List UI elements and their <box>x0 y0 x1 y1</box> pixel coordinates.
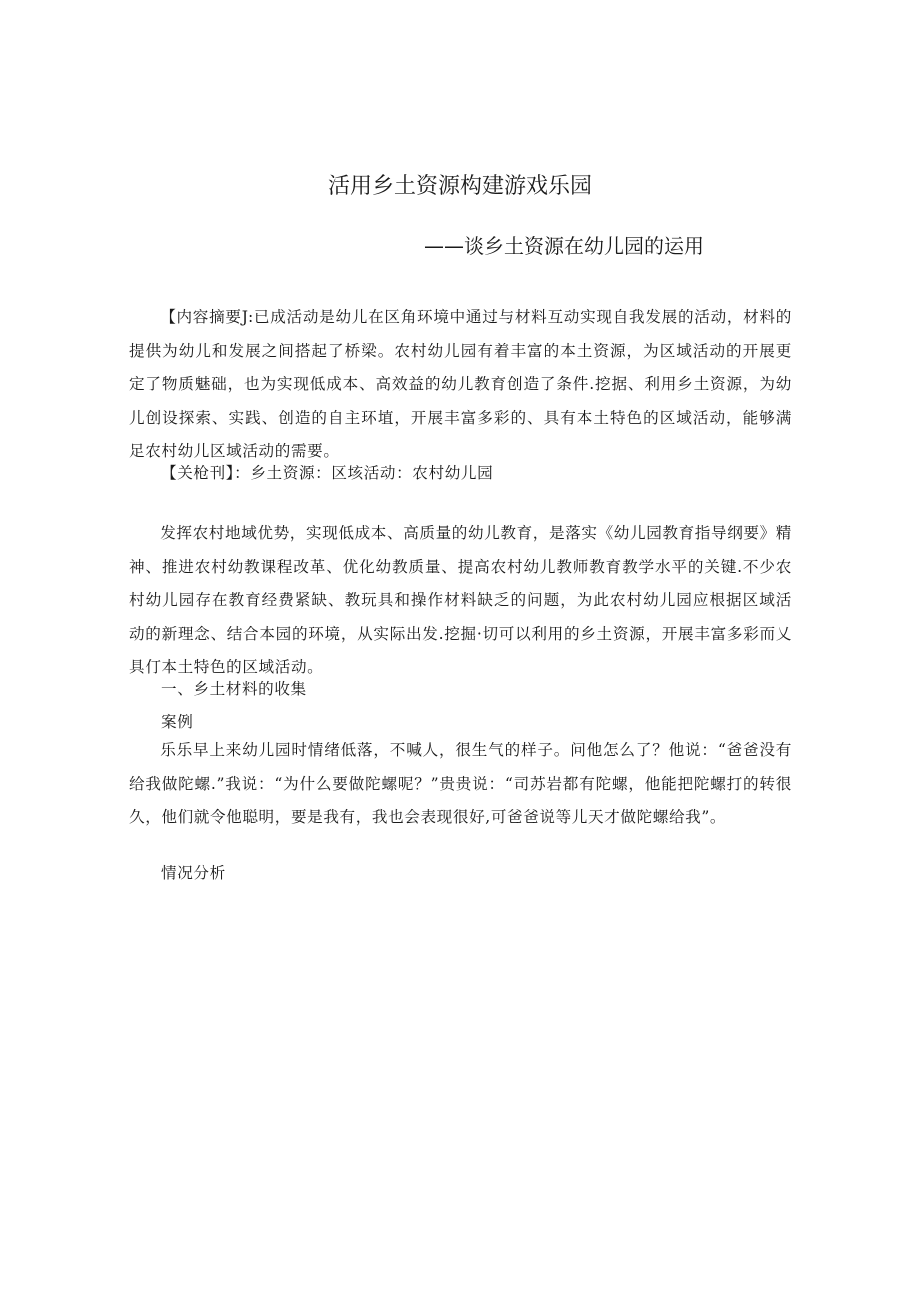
keywords-line: 【关枪刊】：乡土资源：区垓活动：农村幼儿园 <box>161 464 494 482</box>
case-paragraph: 乐乐早上来幼儿园时情绪低落，不喊人，很生气的样子。问他怎么了？他说：“爸爸没有给我做陀螺.”我说：“为什么要做陀螺呢？”贵贵说：“司苏岩都有陀螺，他能把陀螺打的转很久，他们就令他聪明，要是我有，我也会表现很好,可爸爸说等儿天才做陀螺给我”。 <box>129 741 792 826</box>
section-heading: 一、乡土材料的收集 <box>161 680 307 698</box>
analysis-label: 情况分析 <box>161 864 226 882</box>
intro-paragraph: 发挥农村地域优势，实现低成本、高质量的幼儿教育，是落实《幼儿园教育指导纲要》精神、推进农村幼教课程改革、优化幼教质量、提高农村幼儿教师教育教学水平的关键.不少农村幼儿园存在教育经费紧缺、教玩具和操作材料缺乏的问题，为此农村幼儿园应根据区域活动的新理念、结合本园的环境，从实际出发.挖掘·切可以利用的乡土资源，开展丰富多彩而乂具仃本土特色的区域活动。 <box>129 524 792 676</box>
document-title: 活用乡土资源构建游戏乐园 <box>327 174 592 199</box>
abstract-paragraph: 【内容摘要J:已成活动是幼儿在区角环境中通过与材料互动实现自我发展的活动，材料的提供为幼儿和发展之间搭起了桥梁。农村幼儿园有着丰富的本土资源，为区域活动的开展更定了物质魅础，也为实现低成本、高效益的幼儿教育创造了条件.挖据、利用乡土资源，为幼儿创设探索、实践、创造的自主环埴，开展丰富多彩的、具有本土特色的区域活动，能够满足农村幼儿区域活动的需要。 <box>129 308 792 460</box>
document-subtitle: ——谈乡土资源在幼儿园的运用 <box>424 234 704 258</box>
case-label: 案例 <box>161 713 194 731</box>
